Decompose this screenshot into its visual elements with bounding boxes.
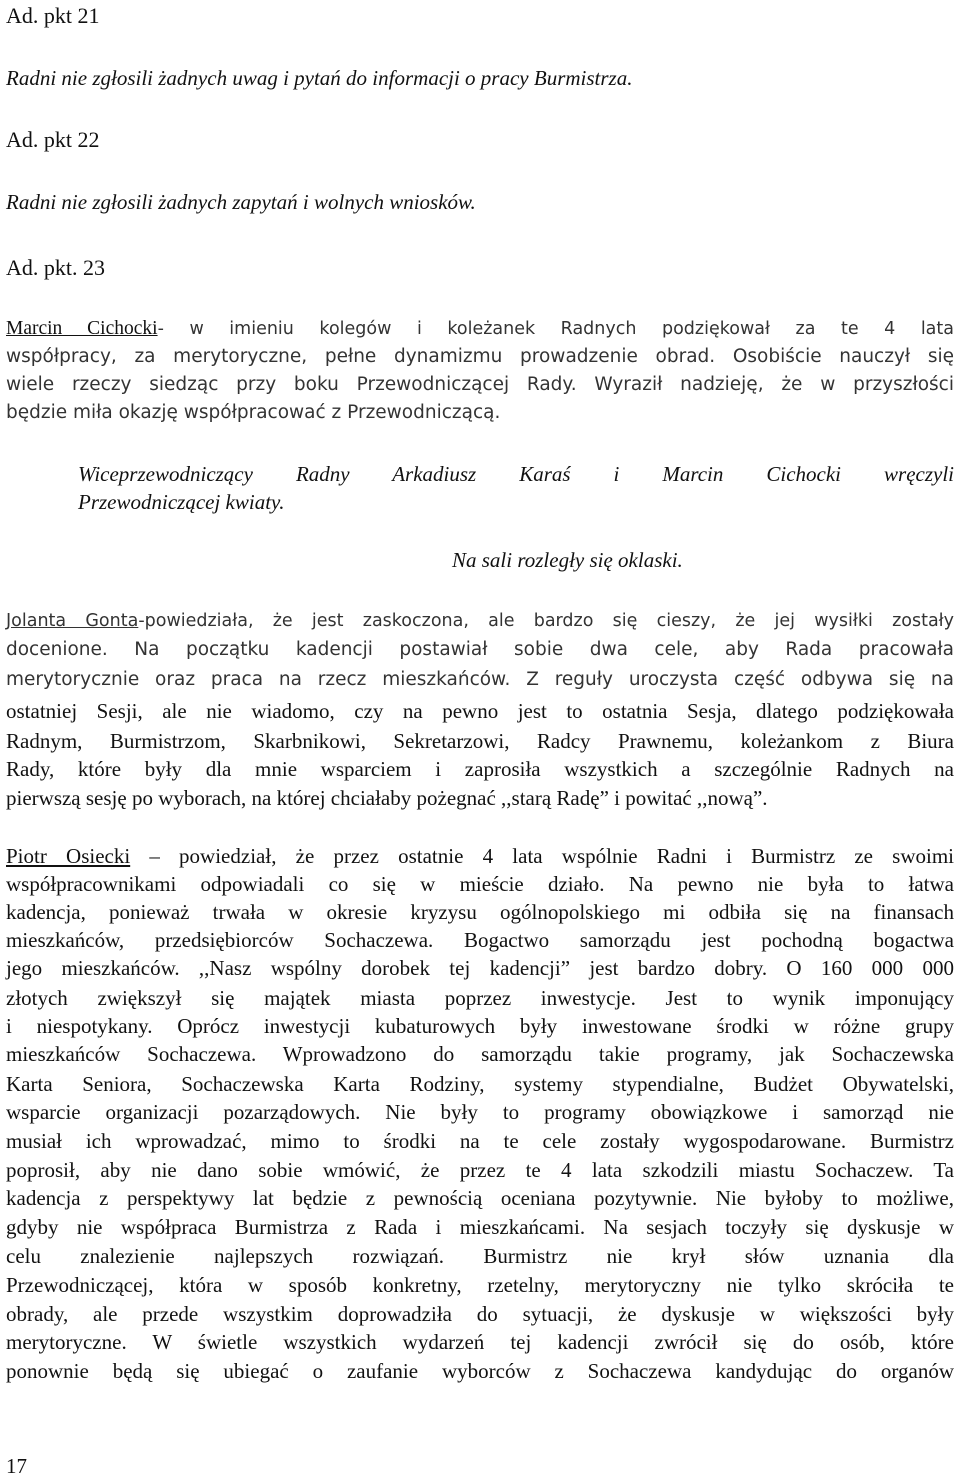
osiecki-line-18: merytoryczne. W świetle wszystkich wydarzeń tej kadencji zwrócił się do osób, które bbox=[6, 1330, 954, 1354]
osiecki-line-13: kadencja z perspektywy lat będzie z pewnością oceniana pozytywnie. Nie byłoby to możliwe, bbox=[6, 1186, 954, 1210]
osiecki-line-7: i niespotykany. Oprócz inwestycji kubaturowych były inwestowane środki w różne grupy bbox=[6, 1014, 954, 1038]
page-number: 17 bbox=[6, 1454, 27, 1478]
osiecki-line-2: współpracownikami odpowiadali co się w mieście działo. Na pewno nie była to łatwa bbox=[6, 872, 954, 896]
osiecki-line-3: kadencja, ponieważ trwała w okresie kryzysu ogólnopolskiego mi odbiła się na finansach bbox=[6, 900, 954, 924]
paragraph-pkt-22: Radni nie zgłosili żadnych zapytań i wolnych wniosków. bbox=[6, 190, 476, 214]
flowers-line-1: Wiceprzewodniczący Radny Arkadiusz Karaś i Marcin Cichocki wręczyli bbox=[78, 462, 954, 486]
cichocki-line-3: wiele rzeczy siedząc przy boku Przewodniczącej Rady. Wyraził nadzieję, że w przyszłości bbox=[6, 374, 954, 395]
paragraph-pkt-21: Radni nie zgłosili żadnych uwag i pytań do informacji o pracy Burmistrza. bbox=[6, 66, 633, 90]
osiecki-line-9: Karta Seniora, Sochaczewska Karta Rodziny, systemy stypendialne, Budżet Obywatelski, bbox=[6, 1072, 954, 1096]
osiecki-line-6: złotych zwiększył się majątek miasta poprzez inwestycje. Jest to wynik imponujący bbox=[6, 986, 954, 1010]
osiecki-line-10: wsparcie organizacji pozarządowych. Nie były to programy obowiązkowe i samorząd nie bbox=[6, 1100, 954, 1124]
gonta-line-4: ostatniej Sesji, ale nie wiadomo, czy na pewno jest to ostatnia Sesja, dlatego podziękowała bbox=[6, 699, 954, 723]
applause-note: Na sali rozległy się oklaski. bbox=[452, 548, 683, 572]
speaker-name: Jolanta Gonta bbox=[6, 611, 139, 631]
osiecki-line-5: jego mieszkańców. ,,Nasz wspólny dorobek tej kadencji” jest bardzo dobry. O 160 000 000 bbox=[6, 956, 954, 980]
heading-pkt-23: Ad. pkt. 23 bbox=[6, 255, 105, 280]
speaker-name: Piotr Osiecki bbox=[6, 844, 131, 868]
osiecki-line-17: obrady, ale przede wszystkim doprowadziła do sytuacji, że dyskusje w większości były bbox=[6, 1302, 954, 1326]
cichocki-line-1: Marcin Cichocki- w imieniu kolegów i koleżanek Radnych podziękował za te 4 lata bbox=[6, 318, 954, 339]
osiecki-line-8: mieszkańców Sochaczewa. Wprowadzono do samorządu takie programy, jak Sochaczewska bbox=[6, 1042, 954, 1066]
gonta-line-2: docenione. Na początku kadencji postawiał sobie dwa cele, aby Rada pracowała bbox=[6, 639, 954, 660]
osiecki-line-15: celu znalezienie najlepszych rozwiązań. Burmistrz nie krył słów uznania dla bbox=[6, 1244, 954, 1268]
gonta-line-3: merytorycznie oraz praca na rzecz mieszkańców. Z reguły uroczysta część odbywa się na bbox=[6, 669, 954, 690]
osiecki-line-16: Przewodniczącej, która w sposób konkretny, rzetelny, merytoryczny nie tylko skróciła te bbox=[6, 1273, 954, 1297]
heading-pkt-22: Ad. pkt 22 bbox=[6, 127, 100, 152]
gonta-line-1: Jolanta Gonta-powiedziała, że jest zaskoczona, ale bardzo się cieszy, że jej wysiłki zostały bbox=[6, 611, 954, 631]
heading-pkt-21: Ad. pkt 21 bbox=[6, 3, 100, 28]
osiecki-line-11: musiał ich wprowadzać, mimo to środki na te cele zostały wygospodarowane. Burmistrz bbox=[6, 1129, 954, 1153]
osiecki-line-19: ponownie będą się ubiegać o zaufanie wyborców z Sochaczewa kandydując do organów bbox=[6, 1359, 954, 1383]
osiecki-line-1: Piotr Osiecki – powiedział, że przez ostatnie 4 lata wspólnie Radni i Burmistrz ze swoimi bbox=[6, 844, 955, 868]
cichocki-line-2: współpracy, za merytoryczne, pełne dynamizmu prowadzenie obrad. Osobiście nauczył się bbox=[6, 346, 954, 367]
cichocki-line-4: będzie miła okazję współpracować z Przewodniczącą. bbox=[6, 402, 501, 423]
osiecki-line-12: poprosił, aby nie dano sobie wmówić, że przez te 4 lata szkodzili miastu Sochaczew. Ta bbox=[6, 1158, 954, 1182]
gonta-line-7: pierwszą sesję po wyborach, na której chciałaby pożegnać ,,starą Radę” i powitać ,,nową”. bbox=[6, 786, 768, 810]
flowers-line-2: Przewodniczącej kwiaty. bbox=[78, 490, 285, 514]
gonta-line-5: Radnym, Burmistrzom, Skarbnikowi, Sekretarzowi, Radcy Prawnemu, koleżankom z Biura bbox=[6, 729, 954, 753]
speaker-name: Marcin Cichocki bbox=[6, 318, 158, 339]
gonta-line-6: Rady, które były dla mnie wsparciem i zaprosiła wszystkich a szczególnie Radnych na bbox=[6, 757, 954, 781]
osiecki-line-14: gdyby nie współpraca Burmistrza z Rada i mieszkańcami. Na sesjach toczyły się dyskusje w bbox=[6, 1215, 954, 1239]
osiecki-line-4: mieszkańców, przedsiębiorców Sochaczewa. Bogactwo samorządu jest pochodną bogactwa bbox=[6, 928, 954, 952]
